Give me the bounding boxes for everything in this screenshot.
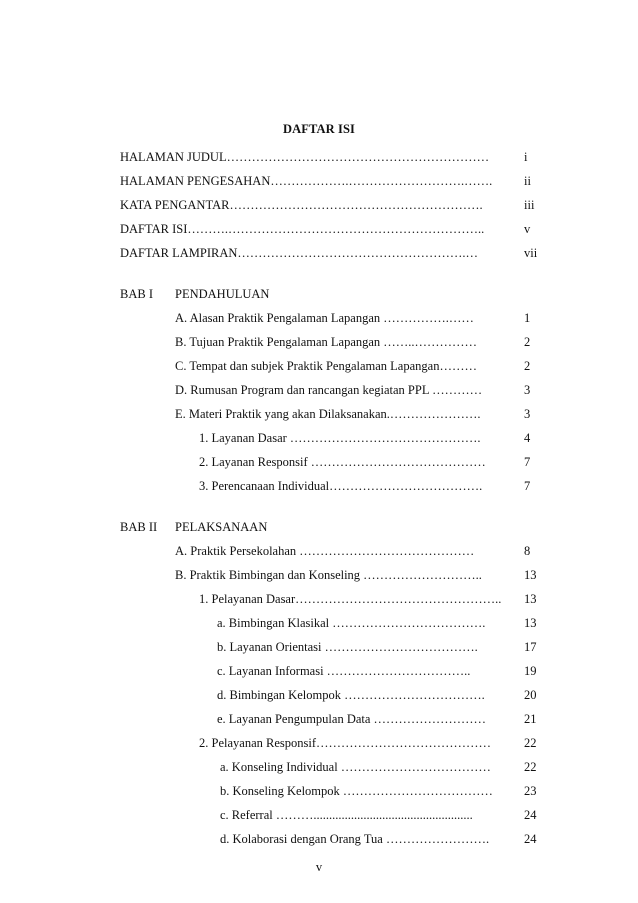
toc-page-number: 19 bbox=[524, 664, 537, 678]
toc-page-number: vii bbox=[524, 246, 538, 260]
toc-page-number: 21 bbox=[524, 712, 537, 726]
toc-page-number: 3 bbox=[524, 407, 531, 421]
toc-page-number: 4 bbox=[524, 431, 531, 445]
toc-page-number: 13 bbox=[524, 592, 537, 606]
toc-subsubentry: d. Bimbingan Kelompok ……………………………. bbox=[217, 688, 485, 702]
toc-page-number: 24 bbox=[524, 832, 537, 846]
toc-entry: A. Alasan Praktik Pengalaman Lapangan …………….…… bbox=[175, 311, 474, 325]
toc-page-number: i bbox=[524, 150, 528, 164]
chapter-label: BAB I bbox=[120, 287, 153, 301]
toc-page-number: 8 bbox=[524, 544, 531, 558]
toc-entry: C. Tempat dan subjek Praktik Pengalaman Lapangan……… bbox=[175, 359, 477, 373]
toc-subentry: 3. Perencanaan Individual………………………………. bbox=[199, 479, 483, 493]
toc-subsubentry: a. Bimbingan Klasikal ………………………………. bbox=[217, 616, 486, 630]
toc-entry: A. Praktik Persekolahan …………………………………… bbox=[175, 544, 475, 558]
toc-page-number: 2 bbox=[524, 359, 531, 373]
toc-page-number: 17 bbox=[524, 640, 537, 654]
page-number-footer: v bbox=[315, 860, 323, 874]
toc-page-number: iii bbox=[524, 198, 535, 212]
toc-entry: B. Praktik Bimbingan dan Konseling ……………………….. bbox=[175, 568, 482, 582]
toc-entry: B. Tujuan Praktik Pengalaman Lapangan ……..…………… bbox=[175, 335, 478, 349]
toc-page-number: 20 bbox=[524, 688, 537, 702]
toc-entry: E. Materi Praktik yang akan Dilaksanakan.…………………. bbox=[175, 407, 481, 421]
toc-page-number: ii bbox=[524, 174, 531, 188]
toc-page-number: 7 bbox=[524, 455, 531, 469]
toc-entry: D. Rumusan Program dan rancangan kegiatan PPL ………… bbox=[175, 383, 483, 397]
toc-subsubentry: b. Konseling Kelompok ……………………………… bbox=[220, 784, 493, 798]
toc-subentry: 1. Pelayanan Dasar………………………………………….. bbox=[199, 592, 502, 606]
toc-subsubentry: a. Konseling Individual ……………………………… bbox=[220, 760, 491, 774]
toc-page-number: 13 bbox=[524, 568, 537, 582]
toc-subentry: 2. Layanan Responsif …………………………………… bbox=[199, 455, 486, 469]
chapter-title: PELAKSANAAN bbox=[175, 520, 268, 534]
toc-subsubentry: b. Layanan Orientasi ………………………………. bbox=[217, 640, 478, 654]
toc-entry-halaman-pengesahan: HALAMAN PENGESAHAN……………….……………………….……. bbox=[120, 174, 493, 188]
chapter-title: PENDAHULUAN bbox=[175, 287, 270, 301]
toc-page-number: 1 bbox=[524, 311, 531, 325]
toc-page-number: 22 bbox=[524, 736, 537, 750]
toc-page-number: 22 bbox=[524, 760, 537, 774]
toc-subsubentry: c. Layanan Informasi …………………………….. bbox=[217, 664, 471, 678]
toc-page-number: 3 bbox=[524, 383, 531, 397]
toc-subsubentry: c. Referral ………................................................... bbox=[220, 808, 473, 822]
toc-page-number: 24 bbox=[524, 808, 537, 822]
toc-entry-daftar-lampiran: DAFTAR LAMPIRAN……………………………………………….… bbox=[120, 246, 479, 260]
toc-page-number: 2 bbox=[524, 335, 531, 349]
toc-page-number: 23 bbox=[524, 784, 537, 798]
toc-subentry: 1. Layanan Dasar ………………………………………. bbox=[199, 431, 481, 445]
toc-subentry: 2. Pelayanan Responsif…………………………………… bbox=[199, 736, 491, 750]
toc-subsubentry: e. Layanan Pengumpulan Data ……………………… bbox=[217, 712, 487, 726]
toc-page-number: v bbox=[524, 222, 531, 236]
toc-page-number: 13 bbox=[524, 616, 537, 630]
toc-subsubentry: d. Kolaborasi dengan Orang Tua ……………………. bbox=[220, 832, 490, 846]
toc-entry-halaman-judul: HALAMAN JUDUL……………………………………………………… bbox=[120, 150, 490, 164]
chapter-label: BAB II bbox=[120, 520, 158, 534]
toc-page-number: 7 bbox=[524, 479, 531, 493]
toc-entry-kata-pengantar: KATA PENGANTAR……………………………………………………. bbox=[120, 198, 483, 212]
toc-entry-daftar-isi: DAFTAR ISI……….…………………………………………………….. bbox=[120, 222, 485, 236]
page-title: DAFTAR ISI bbox=[283, 122, 355, 136]
